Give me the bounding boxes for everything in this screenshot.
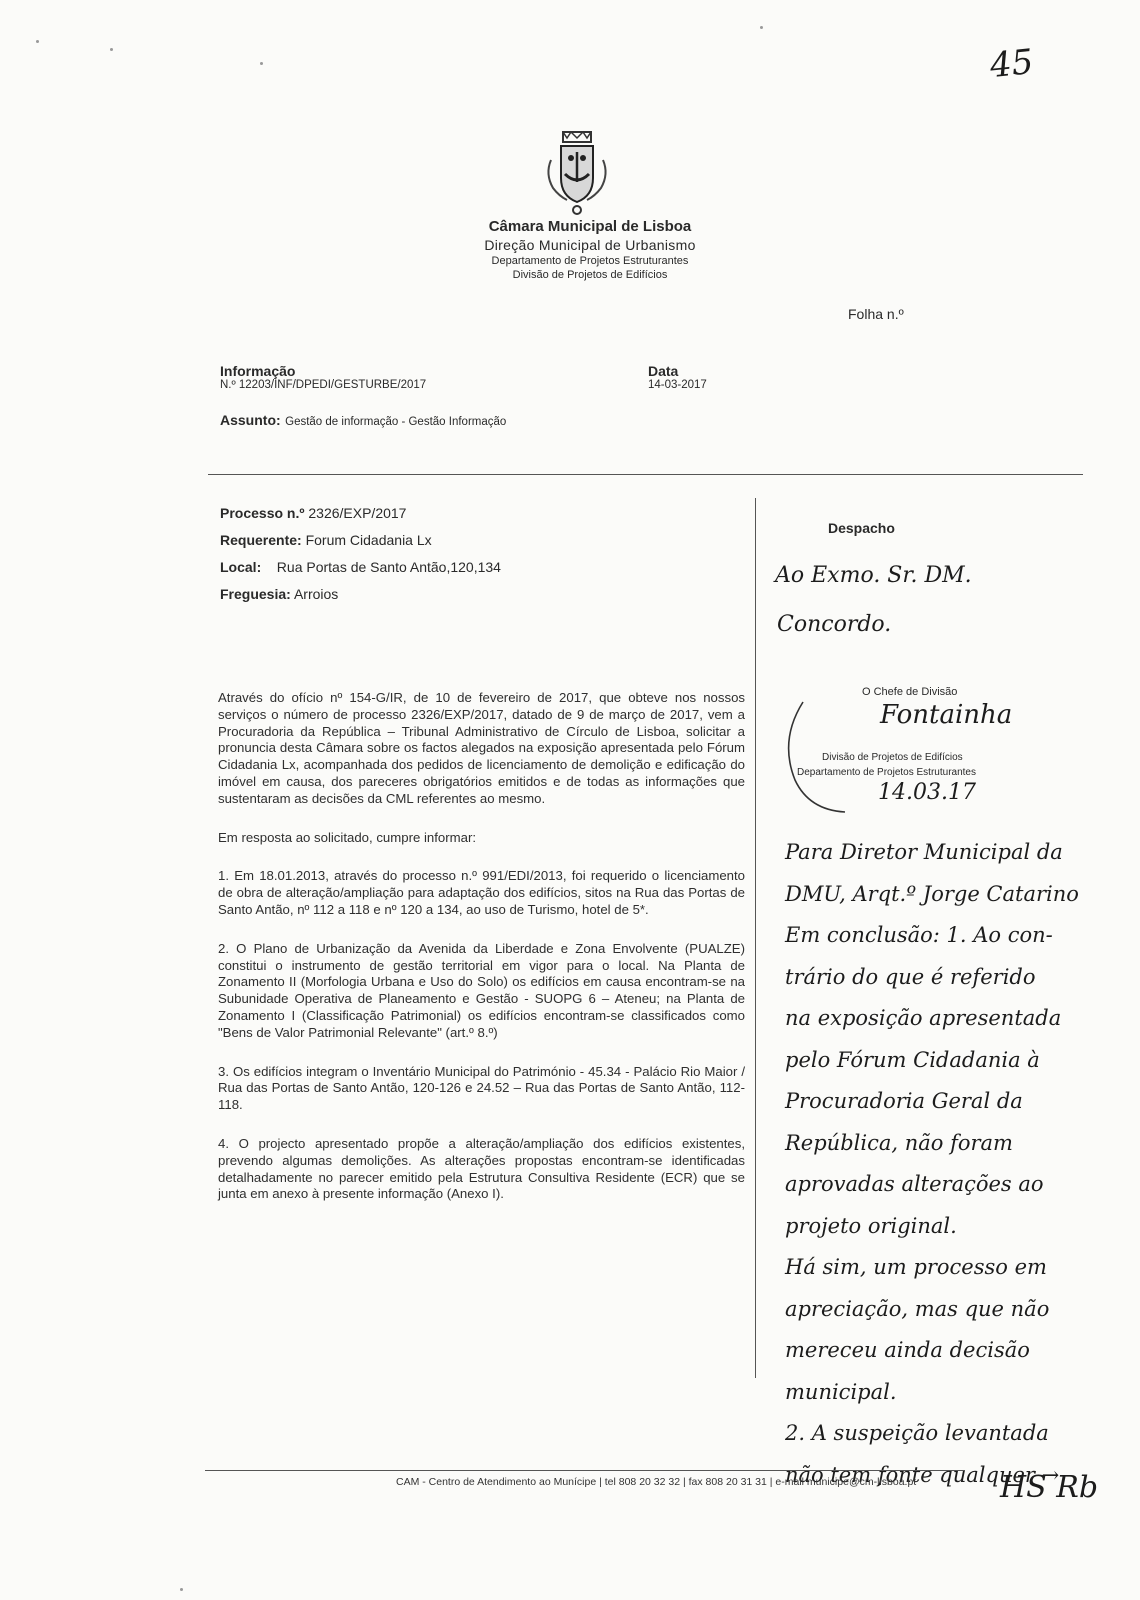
handwritten-note-line: Em conclusão: 1. Ao con-: [785, 923, 1053, 947]
process-value: 2326/EXP/2017: [308, 505, 407, 521]
subject-value: Gestão de informação - Gestão Informação: [285, 416, 507, 428]
date-block: [648, 363, 707, 391]
stamp-date-handwritten: 14.03.17: [878, 780, 976, 805]
footer-divider: [205, 1470, 965, 1471]
despacho-handwritten-line: Concordo.: [777, 612, 892, 637]
location-row: [220, 554, 501, 581]
info-label: Informação: [220, 363, 296, 379]
handwritten-note-line: DMU, Arqt.º Jorge Catarino: [785, 881, 1079, 906]
handwritten-initials: HS Rb: [1000, 1470, 1099, 1505]
info-block: [220, 363, 426, 391]
handwritten-note-line: Procuradoria Geral da: [785, 1089, 1023, 1113]
body-paragraph: 2. O Plano de Urbanização da Avenida da Liberdade e Zona Envolvente (PUALZE) constitui o instrumento de gestão territorial em vigor para o local. Na Planta de Zonamento II (Morfologia Urbana e Uso do Solo) os edifícios em causa encontram-se na Subunidade Operativa de Planeamento e Gestão - SUOPG 6 – Ateneu; na Planta de Zonamento I (Classificação Patrimonial) os edifícios encontram-se classificados como "Bens de Valor Patrimonial Relevante" (art.º 8.º): [218, 940, 745, 1040]
org-directorate: Direção Municipal de Urbanismo: [484, 237, 696, 253]
date-value: 14-03-2017: [648, 379, 707, 391]
handwritten-notes: [785, 832, 1105, 1496]
body-paragraph: Em resposta ao solicitado, cumpre informar:: [218, 829, 476, 845]
scan-speck: [260, 62, 263, 65]
stamp-title: O Chefe de Divisão: [862, 686, 958, 698]
org-department: Departamento de Projetos Estruturantes: [491, 255, 689, 267]
org-division: Divisão de Projetos de Edifícios: [512, 269, 668, 281]
handwritten-note-line: 2. A suspeição levantada: [785, 1421, 1049, 1445]
applicant-value: Forum Cidadania Lx: [305, 532, 432, 548]
scan-speck: [36, 40, 39, 43]
scan-speck: [760, 26, 763, 29]
location-label: Local:: [220, 559, 262, 575]
header-divider: [208, 474, 1083, 475]
info-number: N.º 12203/INF/DPEDI/GESTURBE/2017: [220, 379, 427, 391]
subject-label: Assunto:: [220, 412, 281, 428]
stamp-department: Departamento de Projetos Estruturantes: [797, 767, 976, 778]
process-details: [220, 500, 501, 608]
handwritten-note-line: apreciação, mas que não: [785, 1296, 1050, 1321]
scan-speck: [110, 48, 113, 51]
body-text: [218, 690, 745, 1225]
handwritten-note-line: não tem fonte qualquer →: [785, 1462, 1060, 1487]
subject-line: [220, 412, 506, 430]
parish-row: [220, 581, 501, 608]
body-paragraph: 4. O projecto apresentado propõe a alteração/ampliação dos edifícios existentes, prevendo algumas demolições. As alterações propostas encontram-se identificadas detalhadamente no parecer emitido pela Estrutura Consultiva Residente (ECR) que se junta em anexo à presente informação (Anexo I).: [218, 1135, 745, 1202]
applicant-label: Requerente:: [220, 532, 302, 548]
footer-contact: CAM - Centro de Atendimento ao Munícipe | tel 808 20 32 32 | fax 808 20 31 31 | e-mail municipe@cm-lisboa.pt: [396, 1476, 917, 1488]
handwritten-note-line: trário do que é referido: [785, 964, 1036, 989]
stamp-signature: Fontainha: [880, 700, 1013, 730]
handwritten-note-line: na exposição apresentada: [785, 1006, 1062, 1030]
location-value: Rua Portas de Santo Antão,120,134: [276, 559, 501, 575]
lisbon-crest-logo: [543, 130, 611, 216]
handwritten-note-line: Há sim, um processo em: [785, 1255, 1047, 1279]
stamp-division: Divisão de Projetos de Edifícios: [822, 752, 963, 763]
despacho-label: Despacho: [828, 520, 895, 536]
scan-speck: [180, 1588, 183, 1591]
process-row: [220, 500, 501, 527]
body-paragraph: 1. Em 18.01.2013, através do processo n.º 991/EDI/2013, foi requerido o licenciamento de obra de alteração/ampliação para adaptação dos edifícios, sitos na Rua das Portas de Santo Antão, nº 112 a 118 e nº 120 a 134, ao uso de Turismo, hotel de 5*.: [218, 868, 745, 917]
org-name: Câmara Municipal de Lisboa: [488, 218, 692, 235]
handwritten-note-line: pelo Fórum Cidadania à: [785, 1047, 1040, 1072]
body-paragraph: 3. Os edifícios integram o Inventário Municipal do Património - 45.34 - Palácio Rio Maior / Rua das Portas de Santo Antão, 120-126 e 24.52 – Rua das Portas de Santo Antão, 112-118.: [218, 1063, 745, 1113]
parish-label: Freguesia:: [220, 586, 291, 602]
handwritten-note-line: aprovadas alterações ao: [785, 1172, 1044, 1196]
organization-header: [380, 218, 800, 281]
date-label: Data: [648, 363, 679, 379]
column-divider: [755, 498, 756, 1378]
folio-number-handwritten: 45: [988, 41, 1036, 87]
process-label: Processo n.º: [220, 505, 305, 521]
handwritten-note-line: municipal.: [785, 1379, 897, 1404]
handwritten-note-line: mereceu ainda decisão: [785, 1338, 1030, 1362]
body-paragraph: Através do ofício nº 154-G/IR, de 10 de fevereiro de 2017, que obteve nos nossos serviços o número de processo 2326/EXP/2017, datado de 9 de março de 2017, vem a Procuradoria da República – Tribunal Administrativo de Círculo de Lisboa, solicitar a pronuncia desta Câmara sobre os factos alegados na exposição apresentada pelo Fórum Cidadania Lx, acompanhada dos pedidos de licenciamento de demolição e edificação do imóvel em causa, dos pareceres obrigatórios emitidos e de todas as informações que sustentaram as decisões da CML referentes ao mesmo.: [218, 690, 745, 806]
sheet-number-label: Folha n.º: [848, 306, 904, 322]
parish-value: Arroios: [293, 586, 339, 602]
handwritten-note-line: Para Diretor Municipal da: [785, 840, 1063, 864]
handwritten-note-line: projeto original.: [785, 1213, 957, 1238]
handwritten-note-line: República, não foram: [785, 1130, 1013, 1155]
applicant-row: [220, 527, 501, 554]
despacho-handwritten-line: Ao Exmo. Sr. DM.: [775, 563, 972, 588]
